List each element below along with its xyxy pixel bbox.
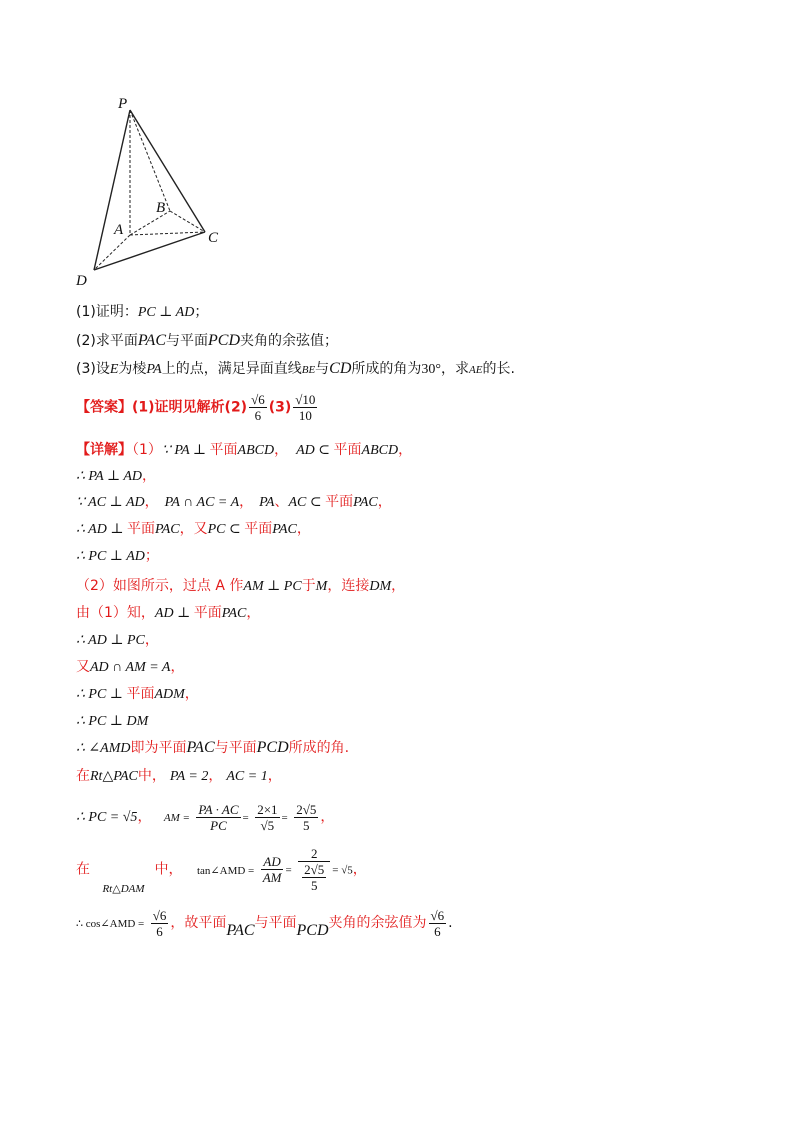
s13-f: AC = 1 [226, 769, 268, 784]
q2-t1: 求平面 [95, 333, 138, 349]
s16-frac2 [429, 908, 447, 939]
answer-part2: (2) [224, 399, 248, 416]
solution-line-4 [76, 519, 311, 540]
answer-part1: (1)证明见解析 [132, 399, 225, 416]
s4-a: ∴ AD ⊥ [76, 522, 127, 537]
s8-a: ∴ AD ⊥ PC [76, 633, 145, 648]
solution-line-5 [76, 546, 159, 567]
label-a: A [114, 222, 124, 238]
pyramid-figure [68, 92, 238, 292]
s16-f2-num: √6 [430, 907, 445, 923]
edge-pb [130, 110, 170, 211]
edge-pc [130, 110, 205, 232]
edge-ad [94, 235, 130, 270]
s1-f: 平面 [333, 442, 362, 458]
s14-frac1 [196, 802, 240, 833]
s4-c: PAC [154, 522, 180, 537]
s15-f2-num: 2 [298, 846, 330, 862]
q2-t3: 夹角的余弦值； [240, 333, 338, 349]
label-d: D [76, 273, 87, 289]
s3-d: ， [239, 494, 254, 510]
solution-line-7 [76, 603, 260, 624]
s7-b: AD ⊥ [154, 606, 194, 621]
solution-line-11 [76, 711, 148, 732]
s15-a: 在 [76, 861, 90, 878]
s5-a: ∴ PC ⊥ AD [76, 549, 145, 564]
s7-e: ， [246, 605, 261, 621]
q1-num: (1) [76, 304, 96, 320]
s15-f2-inner [302, 862, 326, 893]
s15-b: Rt△DAM [102, 882, 145, 895]
s9-b: AD ∩ AM = A [90, 660, 171, 675]
s10-a: ∴ PC ⊥ [76, 687, 127, 702]
question-3 [76, 359, 515, 380]
answer-frac-3 [293, 392, 317, 423]
q3-t6: ，求 [441, 361, 470, 377]
s4-e: 又 [193, 521, 208, 537]
q2-t2: 与平面 [166, 333, 208, 349]
s15-f1-den: AM [262, 870, 282, 885]
q2-m1: PAC [137, 332, 166, 349]
q3-m2: PA [146, 362, 162, 377]
s14-f1-den: PC [210, 817, 227, 833]
q1-math: PC ⊥ AD [137, 305, 195, 320]
s15-eq2: = √5 [332, 864, 353, 877]
solution-line-3 [76, 492, 392, 513]
solution-line-6 [76, 576, 405, 597]
solution-line-8 [76, 630, 159, 651]
q3-t4: 与 [315, 361, 330, 377]
s6-c: 于 [301, 578, 316, 594]
s12-e: PCD [256, 739, 289, 756]
q3-m6: AE [469, 364, 483, 376]
q3-m5: 30° [421, 362, 442, 377]
solution-label: 【详解】 [76, 442, 132, 458]
s10-c: ADM [154, 687, 185, 702]
q3-t3: 上的点，满足异面直线 [161, 361, 302, 377]
solution-line-13 [76, 766, 282, 787]
s4-d: ， [179, 521, 194, 537]
q3-t1: 设 [95, 361, 110, 377]
s6-e: ，连接 [327, 578, 370, 594]
s6-f: DM [369, 579, 392, 594]
s10-b: 平面 [126, 686, 155, 702]
s12-a: ∴ ∠AMD [76, 741, 131, 756]
s15-c: 中， [154, 861, 183, 878]
s1-g: ABCD [361, 443, 399, 458]
s16-b: ，故平面 [170, 915, 227, 931]
s6-g: ， [391, 578, 406, 594]
q3-m4: CD [329, 360, 352, 377]
answer-frac2-num: √6 [251, 392, 265, 407]
s14-c: AM = [163, 812, 190, 824]
s16-frac1 [151, 908, 169, 939]
s12-f: 所成的角. [288, 740, 350, 756]
s7-c: 平面 [193, 605, 222, 621]
s3-e: PA [259, 495, 275, 510]
answer-frac3-den: 10 [298, 408, 312, 423]
q3-t2: 为棱 [118, 361, 147, 377]
s6-b: AM ⊥ PC [243, 579, 302, 594]
s3-c: PA ∩ AC = A [164, 495, 240, 510]
s1-e: AD ⊂ [296, 443, 334, 458]
s6-a: （2）如图所示，过点 A 作 [76, 578, 244, 594]
q3-t7: 的长. [482, 361, 515, 377]
q3-m1: E [109, 362, 119, 377]
q3-num: (3) [76, 361, 96, 377]
s6-d: M [315, 579, 328, 594]
s3-g: AC ⊂ [288, 495, 326, 510]
s3-j: ， [377, 494, 392, 510]
s13-e: ， [208, 768, 223, 784]
s16-a: ∴ cos∠AMD = [76, 918, 145, 930]
s16-g: . [448, 915, 453, 931]
edge-pd [94, 110, 130, 270]
q2-num: (2) [76, 333, 96, 349]
s16-f1-num: √6 [152, 907, 167, 923]
s8-b: ， [144, 632, 159, 648]
s16-f2-den: 6 [434, 923, 441, 939]
s15-d: tan∠AMD = [196, 864, 255, 877]
label-c: C [208, 230, 219, 246]
s14-a: ∴ PC = √5 [76, 810, 138, 825]
s3-b: ， [144, 494, 159, 510]
s12-b: 即为平面 [130, 740, 187, 756]
s9-a: 又 [76, 659, 90, 675]
s4-h: PAC [272, 522, 297, 537]
s13-b: Rt△PAC [90, 769, 138, 784]
s16-f1-den: 6 [156, 923, 163, 939]
solution-line-15 [76, 846, 367, 894]
solution-line-2 [76, 466, 156, 487]
edge-dc [94, 232, 205, 270]
solution-line-14 [76, 800, 334, 835]
s2-b: ， [142, 468, 157, 484]
solution-line-12 [76, 738, 349, 759]
s13-a: 在 [76, 768, 90, 784]
s12-d: 与平面 [214, 740, 257, 756]
s1-c: ABCD [237, 443, 275, 458]
answer-frac3-num: √10 [295, 392, 316, 407]
s3-f: 、 [274, 494, 289, 510]
s12-c: PAC [186, 739, 215, 756]
s10-d: ， [184, 686, 199, 702]
s15-frac1 [261, 854, 284, 885]
s14-f1-num: PA · AC [198, 801, 239, 817]
s4-f: PC ⊂ [207, 522, 245, 537]
q1-end: ； [194, 304, 209, 320]
answer-frac2-den: 6 [254, 408, 262, 423]
s16-f: 夹角的余弦值为 [328, 915, 427, 931]
q3-t5: 所成的角为 [351, 361, 422, 377]
s3-h: 平面 [325, 494, 354, 510]
s15-eq1: = [285, 864, 292, 877]
edge-ac [130, 232, 205, 235]
s14-d: ， [320, 809, 335, 825]
solution-line-16 [76, 906, 453, 941]
solution-line-1 [76, 440, 412, 461]
answer-frac-2 [249, 392, 267, 423]
s11-a: ∴ PC ⊥ DM [76, 714, 149, 729]
s5-b: ； [144, 548, 159, 564]
s13-g: ， [267, 768, 282, 784]
s14-b: ， [137, 809, 152, 825]
s15-e: ， [352, 861, 367, 878]
question-1 [76, 302, 208, 323]
answer-line [76, 392, 319, 423]
s4-b: 平面 [126, 521, 155, 537]
s7-a: 由（1）知， [76, 605, 155, 621]
s1-b: 平面 [209, 442, 238, 458]
s14-f3-den: 5 [303, 817, 310, 833]
s13-d: PA = 2 [169, 769, 209, 784]
s1-a: ∵ PA ⊥ [161, 443, 210, 458]
s15-frac2 [298, 846, 330, 893]
s13-c: 中， [137, 768, 166, 784]
s15-f2-inner-num: 2√5 [304, 862, 325, 877]
s4-i: ， [296, 521, 311, 537]
s14-f3-num: 2√5 [296, 801, 317, 817]
answer-label: 【答案】 [76, 399, 132, 416]
s3-a: ∵ AC ⊥ AD [76, 495, 145, 510]
s16-e: PCD [296, 922, 329, 939]
s14-f2-num: 2×1 [257, 801, 278, 817]
q2-m2: PCD [208, 332, 240, 349]
s1-d: ， [274, 442, 289, 458]
label-b: B [156, 200, 166, 216]
s2-a: ∴ PA ⊥ AD [76, 469, 143, 484]
q3-m3: BE [301, 364, 316, 376]
s14-eq2: = [281, 812, 288, 824]
answer-part3: (3) [268, 399, 292, 416]
s14-frac2 [255, 802, 279, 833]
s1-p: （1） [132, 442, 162, 458]
s1-h: ， [398, 442, 413, 458]
s4-g: 平面 [244, 521, 273, 537]
edge-bc [170, 211, 205, 232]
label-p: P [118, 96, 128, 112]
s15-f2-den [298, 862, 330, 893]
s7-d: PAC [221, 606, 247, 621]
s3-i: PAC [353, 495, 378, 510]
s9-c: ， [170, 659, 185, 675]
solution-line-9 [76, 657, 184, 678]
s14-f2-den: √5 [260, 817, 275, 833]
s15-f1-num: AD [261, 854, 284, 870]
s14-frac3 [294, 802, 318, 833]
s14-eq1: = [242, 812, 249, 824]
s15-f2-inner-den: 5 [310, 878, 318, 893]
question-2 [76, 331, 338, 351]
s16-c: PAC [226, 922, 255, 939]
q1-text: 证明： [95, 304, 138, 320]
s16-d: 与平面 [254, 915, 297, 931]
solution-line-10 [76, 684, 199, 705]
